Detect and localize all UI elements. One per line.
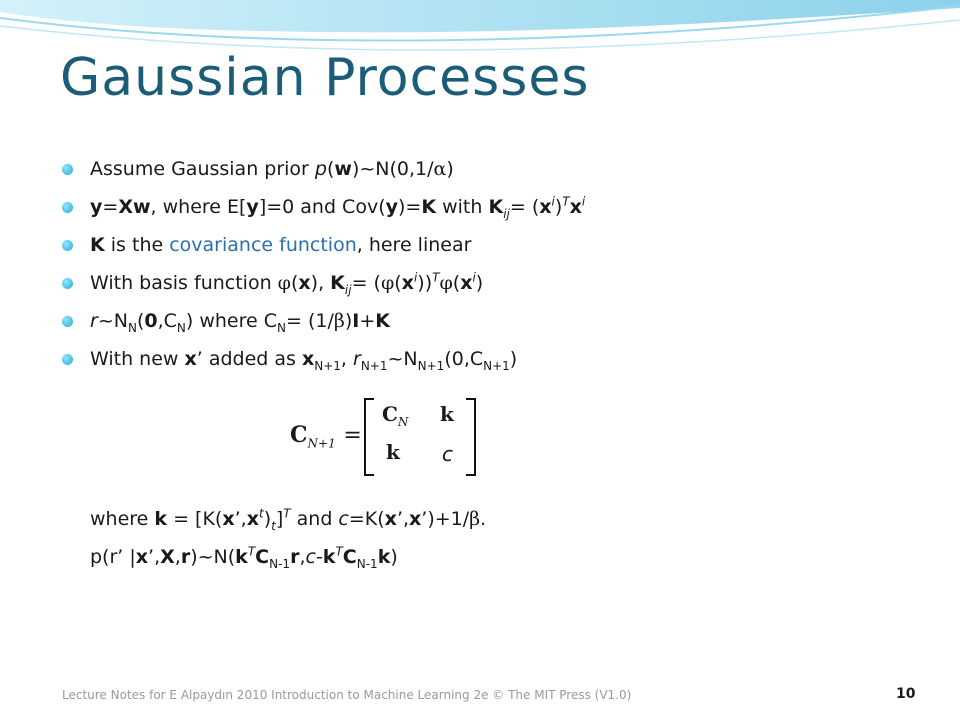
text: k <box>154 508 168 530</box>
text: x <box>222 508 235 530</box>
text: ( <box>452 272 461 294</box>
text: N <box>127 320 137 335</box>
text: C <box>255 546 270 568</box>
text: - <box>315 546 323 568</box>
text: I <box>352 310 360 332</box>
where-k-line <box>90 504 486 534</box>
text: K <box>90 234 105 256</box>
text: ’, <box>148 546 161 568</box>
text: C <box>382 402 398 426</box>
text: y <box>90 196 103 218</box>
text: α <box>433 158 447 180</box>
text: is the <box>104 234 170 256</box>
text: r <box>353 348 361 370</box>
text: C <box>290 422 308 448</box>
text: , here linear <box>356 234 472 256</box>
text: w <box>334 158 352 180</box>
text: With new <box>90 348 185 370</box>
text: , where E[ <box>150 196 247 218</box>
text: , <box>299 546 306 568</box>
bullet-dot-icon <box>62 278 73 289</box>
text: )= <box>398 196 422 218</box>
text: ]=0 and Cov( <box>258 196 386 218</box>
text: ( <box>394 272 402 294</box>
text: k <box>322 546 336 568</box>
text: N+1 <box>307 436 336 451</box>
text: c <box>305 546 316 568</box>
text: x <box>301 348 315 370</box>
page-number: 10 <box>896 686 916 702</box>
text: x <box>401 272 414 294</box>
text: t <box>271 518 276 533</box>
text: y <box>246 196 259 218</box>
text: x <box>298 272 311 294</box>
text: Assume Gaussian prior <box>90 158 315 180</box>
text: ) <box>446 158 454 180</box>
text: ) where C <box>185 310 278 332</box>
text: w <box>132 196 151 218</box>
text: ’)+1/ <box>421 508 470 530</box>
text: N-1 <box>356 556 378 571</box>
text: x <box>539 196 552 218</box>
text: x <box>569 196 582 218</box>
text: ~N <box>97 310 128 332</box>
text: ( <box>136 310 145 332</box>
bullet-r-distribution <box>60 302 920 340</box>
text: ij <box>344 282 352 297</box>
text: ), <box>310 272 331 294</box>
matrix-cell-22: c <box>442 442 453 466</box>
text: N+1 <box>483 358 510 373</box>
matrix-cell-11 <box>382 402 409 429</box>
text: T <box>562 194 570 209</box>
text: X <box>118 196 133 218</box>
matrix-left-bracket <box>364 398 374 476</box>
text: T <box>283 506 291 521</box>
text: with <box>436 196 489 218</box>
text: , <box>174 546 181 568</box>
text: = [K( <box>167 508 223 530</box>
text: = (1/ <box>286 310 334 332</box>
text: N <box>176 320 186 335</box>
text: N+1 <box>360 358 388 373</box>
text: β <box>333 310 345 332</box>
text: , <box>340 348 354 370</box>
text: r <box>180 546 191 568</box>
text: y <box>385 196 398 218</box>
text: i <box>581 194 586 209</box>
bullet-dot-icon <box>62 354 73 365</box>
text: k <box>235 546 248 568</box>
text: x <box>135 546 149 568</box>
predictive-distribution-line <box>90 542 398 572</box>
text: ( <box>290 272 299 294</box>
text: x <box>460 272 473 294</box>
text: ’, <box>396 508 410 530</box>
text: ’, <box>234 508 247 530</box>
text: ,C <box>157 310 177 332</box>
text: = ( <box>509 196 540 218</box>
matrix-right-bracket <box>466 398 476 476</box>
text: K <box>488 196 504 218</box>
text: (0,C <box>444 348 484 370</box>
text: T <box>432 270 440 285</box>
matrix-cell-21: k <box>386 440 400 464</box>
text: K <box>330 272 345 294</box>
text: N-1 <box>269 556 291 571</box>
text: c <box>338 508 349 530</box>
slide-footer: Lecture Notes for E Alpaydın 2010 Introduction to Machine Learning 2e © The MIT Press (V1.0) <box>62 688 632 702</box>
text: N <box>397 415 409 429</box>
text: r <box>90 310 98 332</box>
text: ) <box>554 196 563 218</box>
text: N+1 <box>417 358 445 373</box>
bullet-dot-icon <box>62 202 73 213</box>
text: K <box>375 310 391 332</box>
text: ) <box>475 272 484 294</box>
slide-title: Gaussian Processes <box>60 48 590 108</box>
bullet-dot-icon <box>62 164 73 175</box>
matrix-cell-12: k <box>440 402 454 426</box>
text: i <box>551 194 555 209</box>
bullet-covariance <box>60 226 920 264</box>
bullet-list <box>60 150 920 378</box>
text: x <box>184 348 197 370</box>
text: = <box>343 423 362 448</box>
text: ij <box>503 206 510 221</box>
text: )~N( <box>190 546 236 568</box>
text: =K( <box>348 508 385 530</box>
text: ) <box>390 546 398 568</box>
text: = <box>102 196 119 218</box>
text: X <box>160 546 175 568</box>
text: ’ added as <box>196 348 302 370</box>
text: i <box>413 270 418 285</box>
text: x <box>384 508 397 530</box>
text: ) <box>263 508 272 530</box>
bullet-dot-icon <box>62 240 73 251</box>
text: x <box>246 508 259 530</box>
text: )~N(0,1/ <box>351 158 434 180</box>
text: C <box>342 546 357 568</box>
text: N+1 <box>314 358 341 373</box>
text: r <box>290 546 300 568</box>
text: φ <box>277 272 291 294</box>
bullet-new-x <box>60 340 920 378</box>
text: p(r’ | <box>90 546 136 568</box>
text: )) <box>417 272 433 294</box>
text: β <box>469 508 481 530</box>
bullet-prior <box>60 150 920 188</box>
bullet-y-xw <box>60 188 920 226</box>
text: ~N <box>387 348 418 370</box>
text: ) <box>344 310 353 332</box>
bullet-basis-function <box>60 264 920 302</box>
text: T <box>335 544 343 559</box>
text: ] <box>275 508 284 530</box>
text: 0 <box>144 310 158 332</box>
text: φ <box>439 272 453 294</box>
text: k <box>377 546 391 568</box>
equation-lhs <box>290 422 362 451</box>
text: where <box>90 508 155 530</box>
text: and <box>290 508 339 530</box>
text: t <box>258 506 264 521</box>
text: x <box>409 508 422 530</box>
bullet-dot-icon <box>62 316 73 327</box>
text: p <box>314 158 327 180</box>
text: + <box>359 310 376 332</box>
text: T <box>247 544 256 559</box>
text: With basis function <box>90 272 278 294</box>
text: φ <box>380 272 395 294</box>
text: ( <box>326 158 335 180</box>
text: N <box>277 320 286 335</box>
text: = ( <box>351 272 381 294</box>
covariance-matrix-equation <box>290 398 490 474</box>
text: i <box>472 270 476 285</box>
covariance-function-term: covariance function <box>169 234 357 256</box>
text: ) <box>509 348 518 370</box>
text: . <box>480 508 487 530</box>
text: K <box>421 196 437 218</box>
